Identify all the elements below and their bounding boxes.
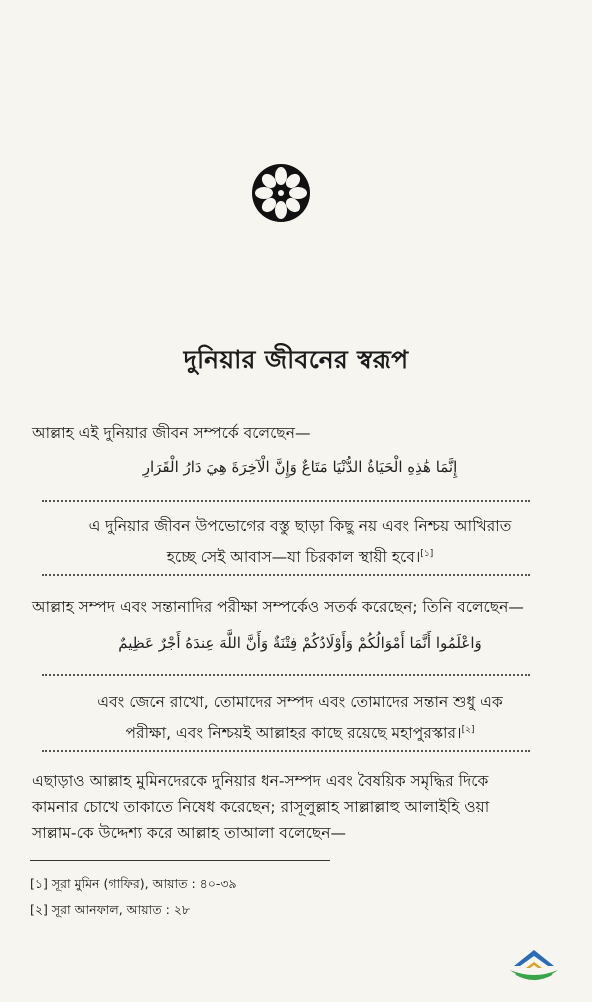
translation-2-line-1: এবং জেনে রাখো, তোমাদের সম্পদ এবং তোমাদের সন্তান শুধু এক [97, 693, 503, 711]
arabic-verse-2: وَاعْلَمُوا أَنَّمَا أَمْوَالُكُمْ وَأَوْلَادُكُمْ فِتْنَةٌ وَأَنَّ اللَّهَ عِندَهُ أَجْرٌ عَظِيمٌ [118, 634, 482, 652]
dotted-divider [42, 750, 530, 752]
publisher-logo-icon [506, 944, 562, 984]
dotted-divider [42, 500, 530, 502]
footnote-1: [১] সূরা মুমিন (গাফির), আয়াত : ৪০-৩৯ [30, 876, 237, 891]
paragraph-3 [32, 768, 566, 846]
paragraph-3-line-1: এছাড়াও আল্লাহ মুমিনদেরকে দুনিয়ার ধন-সম্পদ এবং বৈষয়িক সমৃদ্ধির দিকে [32, 772, 489, 790]
intro-text-2: আল্লাহ সম্পদ এবং সন্তানাদির পরীক্ষা সম্পর্কেও সতর্ক করেছেন; তিনি বলেছেন— [32, 598, 524, 616]
translation-2-line-2: পরীক্ষা, এবং নিশ্চয়ই আল্লাহর কাছে রয়েছে মহাপুরস্কার।[২] [125, 724, 475, 743]
translation-1 [40, 512, 560, 571]
paragraph-3-line-3: সাল্লাম-কে উদ্দেশ্য করে আল্লাহ তাআলা বলেছেন— [32, 824, 347, 842]
dotted-divider [42, 574, 530, 576]
footnote-ref-1: [১] [420, 549, 434, 559]
dotted-divider [42, 674, 530, 676]
footnote-2: [২] সূরা আনফাল, আয়াত : ২৮ [30, 902, 190, 917]
chapter-heading: দুনিয়ার জীবনের স্বরূপ [183, 345, 409, 374]
footnote-ref-2: [২] [461, 725, 475, 735]
intro-text-1: আল্লাহ এই দুনিয়ার জীবন সম্পর্কে বলেছেন— [32, 424, 311, 442]
flower-ornament-icon [250, 162, 312, 224]
paragraph-3-line-2: কামনার চোখে তাকাতে নিষেধ করেছেন; রাসূলুল্লাহ সাল্লাল্লাহু আলাইহি ওয়া [32, 798, 490, 816]
translation-1-line-1: এ দুনিয়ার জীবন উপভোগের বস্তু ছাড়া কিছু নয় এবং নিশ্চয় আখিরাত [88, 517, 512, 535]
footnote-rule [30, 860, 330, 861]
translation-1-line-2: হচ্ছে সেই আবাস—যা চিরকাল স্থায়ী হবে।[১] [166, 548, 434, 567]
arabic-verse-1: إِنَّمَا هَٰذِهِ الْحَيَاةُ الدُّنْيَا مَتَاعٌ وَإِنَّ الْآخِرَةَ هِيَ دَارُ الْقَرَارِ [142, 458, 458, 476]
translation-2 [40, 688, 560, 747]
